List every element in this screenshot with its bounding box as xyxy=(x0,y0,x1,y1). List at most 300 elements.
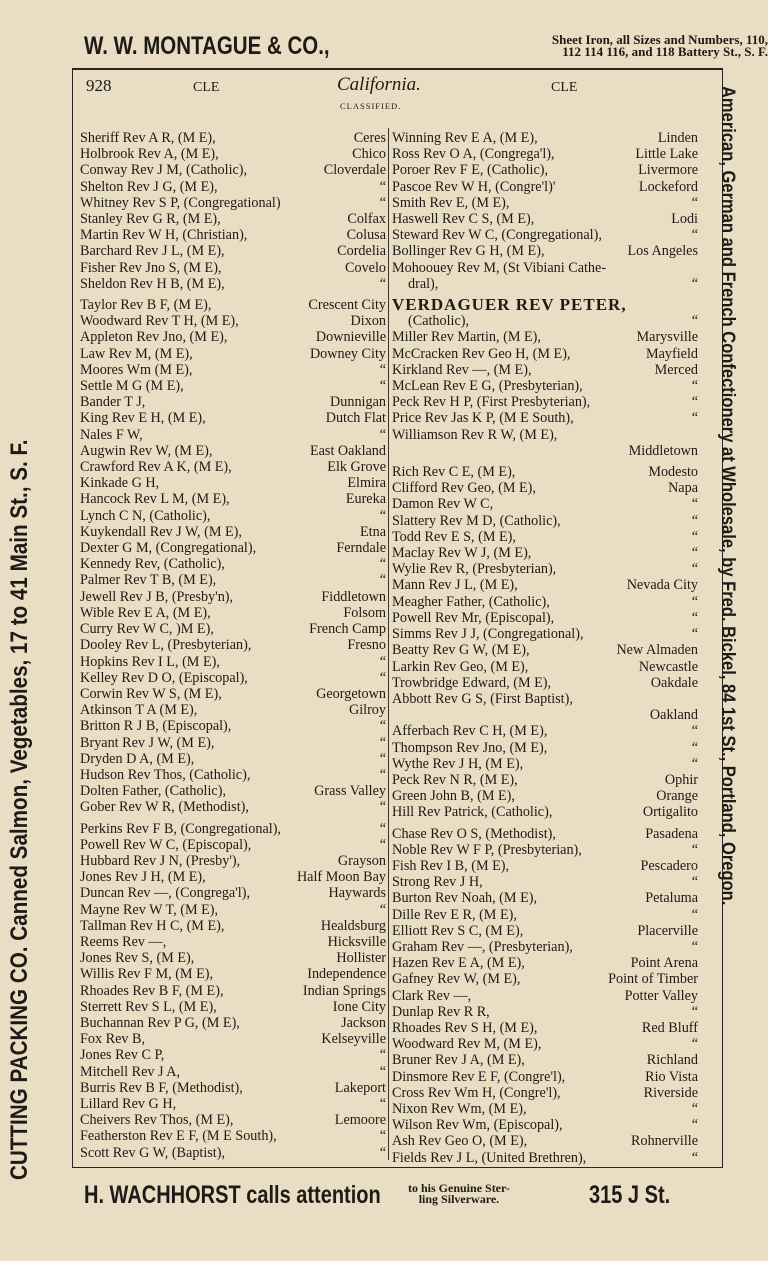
entry-line xyxy=(80,799,386,815)
entry-line xyxy=(80,885,386,901)
entry-line xyxy=(392,146,698,162)
directory-entry xyxy=(392,427,698,459)
entry-place: “ xyxy=(379,750,386,767)
entry-name: Lynch C N, (Catholic), xyxy=(80,507,211,524)
entry-name: Atkinson T A (M E), xyxy=(80,702,198,719)
entry-line xyxy=(80,362,386,378)
directory-entry xyxy=(80,605,386,621)
directory-entry xyxy=(392,756,698,772)
entry-name: Augwin Rev W, (M E), xyxy=(80,442,213,459)
entry-line xyxy=(80,410,386,426)
entry-name: Fox Rev B, xyxy=(80,1031,146,1048)
entry-line xyxy=(80,821,386,837)
entry-line xyxy=(80,902,386,918)
directory-entry xyxy=(392,1036,698,1052)
entry-line xyxy=(392,756,698,772)
entry-name: Burris Rev B F, (Methodist), xyxy=(80,1079,243,1096)
entry-line xyxy=(80,1112,386,1128)
entry-place: French Camp xyxy=(309,621,386,638)
entry-place: Pescadero xyxy=(640,857,698,874)
entry-line xyxy=(80,1096,386,1112)
entry-line xyxy=(392,1004,698,1020)
entry-name: Hudson Rev Thos, (Catholic), xyxy=(80,766,251,783)
entry-line xyxy=(80,162,386,178)
directory-entry xyxy=(80,491,386,507)
entry-place: “ xyxy=(379,378,386,395)
directory-entry xyxy=(392,691,698,723)
header-advertisement xyxy=(84,32,768,64)
directory-entry xyxy=(80,195,386,211)
entry-name: Dinsmore Rev E F, (Congre'l), xyxy=(392,1068,566,1085)
entry-name: Meagher Father, (Catholic), xyxy=(392,593,550,610)
entry-place: Ione City xyxy=(332,998,386,1015)
entry-place: Modesto xyxy=(648,464,698,481)
header-ad-line-2: 112 114 116, and 118 Battery St., S. F. xyxy=(562,44,768,59)
entry-name: Chase Rev O S, (Methodist), xyxy=(392,825,556,842)
entry-place: Oakdale xyxy=(650,674,698,691)
entry-name: Ash Rev Geo O, (M E), xyxy=(392,1133,528,1150)
entry-name: Corwin Rev W S, (M E), xyxy=(80,685,222,702)
entry-name: Kelley Rev D O, (Episcopal), xyxy=(80,669,248,686)
entry-line xyxy=(392,195,698,211)
entry-line xyxy=(392,723,698,739)
entry-name: Poroer Rev F E, (Catholic), xyxy=(392,162,549,179)
entry-name: McLean Rev E G, (Presbyterian), xyxy=(392,378,583,395)
entry-name: Scott Rev G W, (Baptist), xyxy=(80,1144,226,1161)
entry-name: Barchard Rev J L, (M E), xyxy=(80,243,225,260)
directory-entry xyxy=(80,837,386,853)
entry-name: Lillard Rev G H, xyxy=(80,1095,177,1112)
entry-line xyxy=(392,740,698,756)
entry-place: “ xyxy=(379,836,386,853)
entry-line xyxy=(392,939,698,955)
entry-line xyxy=(392,826,698,842)
directory-entry xyxy=(80,1096,386,1112)
entry-name: Bruner Rev J A, (M E), xyxy=(392,1052,525,1069)
entry-place: “ xyxy=(379,556,386,573)
entry-line xyxy=(80,1080,386,1096)
directory-entry xyxy=(80,751,386,767)
directory-entry xyxy=(80,179,386,195)
entry-name: Hopkins Rev I L, (M E), xyxy=(80,653,220,670)
entry-place: Hollister xyxy=(336,950,386,967)
entry-place: Gilroy xyxy=(348,702,386,719)
entry-line xyxy=(392,772,698,788)
entry-line xyxy=(392,1069,698,1085)
entry-line xyxy=(80,999,386,1015)
header-advertiser: W. W. MONTAGUE & CO., xyxy=(84,32,330,60)
entry-line xyxy=(392,329,698,345)
directory-entry xyxy=(392,480,698,496)
entry-name: Jones Rev C P, xyxy=(80,1047,165,1064)
directory-entry xyxy=(392,464,698,480)
column-divider xyxy=(388,128,389,1160)
entry-line xyxy=(80,459,386,475)
entry-name: Woodward Rev T H, (M E), xyxy=(80,313,239,330)
entry-name: Elliott Rev S C, (M E), xyxy=(392,922,524,939)
entry-place: Downieville xyxy=(315,329,386,346)
directory-entry xyxy=(80,211,386,227)
entry-name: Jones Rev J H, (M E), xyxy=(80,869,206,886)
directory-entry xyxy=(80,346,386,362)
entry-line xyxy=(392,907,698,923)
entry-place: Downey City xyxy=(309,345,386,362)
entry-line xyxy=(392,480,698,496)
entry-place: Folsom xyxy=(343,604,386,621)
directory-entry xyxy=(80,885,386,901)
directory-entry xyxy=(392,723,698,739)
directory-entry xyxy=(392,858,698,874)
directory-entry xyxy=(392,772,698,788)
entry-place: Livermore xyxy=(638,162,698,179)
entry-place: “ xyxy=(691,938,698,955)
directory-entry xyxy=(80,589,386,605)
entry-name: Winning Rev E A, (M E), xyxy=(392,130,538,146)
entry-place: “ xyxy=(691,1036,698,1053)
entry-name: Palmer Rev T B, (M E), xyxy=(80,572,217,589)
entry-name: Afferbach Rev C H, (M E), xyxy=(392,723,548,740)
entry-line xyxy=(392,211,698,227)
entry-name: McCracken Rev Geo H, (M E), xyxy=(392,345,571,362)
entry-line xyxy=(392,577,698,593)
directory-entry xyxy=(392,1020,698,1036)
directory-entry xyxy=(392,610,698,626)
entry-place: “ xyxy=(379,194,386,211)
entry-line xyxy=(80,869,386,885)
directory-entry xyxy=(392,394,698,410)
entry-line xyxy=(80,443,386,459)
entry-place: “ xyxy=(691,626,698,643)
entry-place: Lodi xyxy=(671,211,698,228)
entry-line xyxy=(392,464,698,480)
entry-place: Eureka xyxy=(345,491,386,508)
directory-entry xyxy=(80,427,386,443)
directory-entry xyxy=(80,146,386,162)
entry-place: “ xyxy=(379,1095,386,1112)
entry-line xyxy=(392,427,698,443)
entry-line xyxy=(80,605,386,621)
entry-name: VERDAGUER REV PETER, xyxy=(392,295,627,315)
directory-entry xyxy=(80,243,386,259)
entry-place: “ xyxy=(691,410,698,427)
entry-line xyxy=(80,637,386,653)
directory-entry xyxy=(80,654,386,670)
directory-entry xyxy=(80,227,386,243)
entry-name-continued xyxy=(392,707,408,723)
entry-place: “ xyxy=(379,1128,386,1145)
entry-place: Nevada City xyxy=(626,577,698,594)
entry-place: Dutch Flat xyxy=(325,410,386,427)
right-side-advertisement xyxy=(716,86,738,1166)
entry-place: Middletown xyxy=(628,442,698,459)
entry-place: Dixon xyxy=(350,313,386,330)
entry-place: “ xyxy=(691,906,698,923)
entry-name: Woodward Rev M, (M E), xyxy=(392,1036,542,1053)
entry-line xyxy=(392,410,698,426)
entry-place: East Oakland xyxy=(309,442,386,459)
entry-name: Damon Rev W C, xyxy=(392,496,494,513)
entry-name-continued: dral), xyxy=(408,275,439,292)
directory-entry xyxy=(392,675,698,691)
entry-name: Noble Rev W F P, (Presbyterian), xyxy=(392,841,582,858)
entry-place: “ xyxy=(379,820,386,837)
entry-place: “ xyxy=(379,426,386,443)
entry-line xyxy=(392,642,698,658)
entry-name: Dolten Father, (Catholic), xyxy=(80,783,226,800)
entry-place: Fiddletown xyxy=(321,588,386,605)
entry-line xyxy=(392,923,698,939)
entry-line xyxy=(80,751,386,767)
entry-place: Point of Timber xyxy=(608,971,698,988)
entry-name: Shelton Rev J G, (M E), xyxy=(80,178,218,195)
directory-entry xyxy=(80,1080,386,1096)
entry-name: Dunlap Rev R R, xyxy=(392,1003,490,1020)
entry-name: Hubbard Rev J N, (Presby'), xyxy=(80,852,241,869)
entry-name: Todd Rev E S, (M E), xyxy=(392,528,516,545)
entry-name: Jewell Rev J B, (Presby'n), xyxy=(80,588,234,605)
entry-line xyxy=(392,346,698,362)
entry-place: “ xyxy=(379,799,386,816)
directory-entry xyxy=(80,637,386,653)
entry-place: Marysville xyxy=(636,329,698,346)
entry-name: Rich Rev C E, (M E), xyxy=(392,464,516,481)
entry-line xyxy=(392,594,698,610)
directory-entry xyxy=(80,313,386,329)
entry-line xyxy=(80,227,386,243)
entry-line xyxy=(392,378,698,394)
entry-place: Linden xyxy=(657,130,698,146)
entry-place: “ xyxy=(691,593,698,610)
entry-line xyxy=(80,702,386,718)
entry-place: Independence xyxy=(307,966,386,983)
entry-continuation xyxy=(392,443,698,459)
entry-line xyxy=(80,654,386,670)
entry-place: Placerville xyxy=(637,922,698,939)
entry-line xyxy=(80,686,386,702)
entry-place: “ xyxy=(379,1047,386,1064)
directory-entry xyxy=(80,799,386,815)
entry-line xyxy=(392,179,698,195)
entry-name: Settle M G (M E), xyxy=(80,378,184,395)
entry-line xyxy=(80,589,386,605)
entry-name: Sheldon Rev H B, (M E), xyxy=(80,275,225,292)
entry-line xyxy=(80,276,386,292)
directory-entry xyxy=(80,735,386,751)
entry-name: Kinkade G H, xyxy=(80,475,160,492)
entry-line xyxy=(392,260,698,276)
directory-entry xyxy=(392,955,698,971)
entry-place: Cordelia xyxy=(337,243,386,260)
entry-line xyxy=(80,572,386,588)
directory-entry xyxy=(392,130,698,146)
entry-line xyxy=(392,162,698,178)
entry-name: Duncan Rev —, (Congrega'l), xyxy=(80,885,251,902)
directory-entry xyxy=(80,508,386,524)
directory-entry xyxy=(80,621,386,637)
entry-name: King Rev E H, (M E), xyxy=(80,410,206,427)
directory-entry xyxy=(392,923,698,939)
entry-name: Gafney Rev W, (M E), xyxy=(392,971,521,988)
entry-line xyxy=(392,227,698,243)
entry-name: Fish Rev I B, (M E), xyxy=(392,857,510,874)
entry-name: Mayne Rev W T, (M E), xyxy=(80,901,219,918)
entry-place: “ xyxy=(379,669,386,686)
entry-line xyxy=(392,858,698,874)
directory-entry xyxy=(80,329,386,345)
entry-place: Red Bluff xyxy=(641,1019,698,1036)
entry-name: Hill Rev Patrick, (Catholic), xyxy=(392,804,553,821)
entry-place: “ xyxy=(691,496,698,513)
directory-entry xyxy=(392,988,698,1004)
entry-line xyxy=(80,179,386,195)
entry-place: “ xyxy=(691,1100,698,1117)
entry-place: Napa xyxy=(668,480,698,497)
entry-place: “ xyxy=(379,1144,386,1161)
entry-line xyxy=(392,1085,698,1101)
footer-address: 315 J St. xyxy=(589,1181,671,1209)
entry-line xyxy=(80,491,386,507)
entry-line xyxy=(80,297,386,313)
entry-place: “ xyxy=(691,275,698,292)
entry-name: Burton Rev Noah, (M E), xyxy=(392,890,538,907)
entry-place: Kelseyville xyxy=(321,1031,386,1048)
right-guide-word: CLE xyxy=(551,80,578,95)
directory-entry xyxy=(80,902,386,918)
entry-line xyxy=(392,1052,698,1068)
entry-place: Healdsburg xyxy=(320,917,386,934)
entry-line xyxy=(80,211,386,227)
entry-name: Pascoe Rev W H, (Congre'l)' xyxy=(392,178,556,195)
entry-line xyxy=(392,1133,698,1149)
entry-place: Merced xyxy=(654,361,698,378)
entry-name: Slattery Rev M D, (Catholic), xyxy=(392,512,561,529)
directory-entry xyxy=(392,329,698,345)
entry-place: “ xyxy=(379,901,386,918)
entry-line xyxy=(392,842,698,858)
directory-entry xyxy=(392,211,698,227)
entry-place: Colfax xyxy=(347,211,386,228)
entry-name: Powell Rev Mr, (Episcopal), xyxy=(392,609,555,626)
entry-name: Simms Rev J J, (Congregational), xyxy=(392,626,584,643)
entry-name: Haswell Rev C S, (M E), xyxy=(392,211,535,228)
entry-name: Peck Rev H P, (First Presbyterian), xyxy=(392,394,591,411)
directory-entry xyxy=(80,443,386,459)
entry-place: Haywards xyxy=(328,885,386,902)
entry-line xyxy=(80,1047,386,1063)
directory-entry xyxy=(80,1145,386,1161)
entry-line xyxy=(80,427,386,443)
entry-place: Half Moon Bay xyxy=(296,869,386,886)
entry-name: Tallman Rev H C, (M E), xyxy=(80,917,225,934)
entry-name: Kirkland Rev —, (M E), xyxy=(392,361,532,378)
entry-name: Peck Rev N R, (M E), xyxy=(392,771,518,788)
entry-name: Cheivers Rev Thos, (M E), xyxy=(80,1112,234,1129)
entry-place: “ xyxy=(691,1149,698,1166)
left-guide-word: CLE xyxy=(193,80,220,95)
entry-place: Newcastle xyxy=(638,658,698,675)
footer-advertisement xyxy=(84,1181,704,1221)
entry-name: Mitchell Rev J A, xyxy=(80,1063,181,1080)
entry-line xyxy=(392,675,698,691)
entry-place: “ xyxy=(691,545,698,562)
directory-entry xyxy=(392,1101,698,1117)
entry-place: “ xyxy=(691,394,698,411)
entry-line xyxy=(80,556,386,572)
directory-entry xyxy=(392,842,698,858)
header-ad-text xyxy=(348,34,768,58)
directory-entry xyxy=(392,642,698,658)
footer-small-line-1: to his Genuine Ster- xyxy=(408,1181,510,1195)
directory-entry xyxy=(392,146,698,162)
entry-line xyxy=(80,934,386,950)
entry-line xyxy=(80,718,386,734)
entry-line xyxy=(80,1145,386,1161)
entry-name: Law Rev M, (M E), xyxy=(80,345,193,362)
entry-place: “ xyxy=(379,178,386,195)
directory-entry xyxy=(80,783,386,799)
entry-name: Rhoades Rev B F, (M E), xyxy=(80,982,224,999)
entry-place: Lockeford xyxy=(638,178,698,195)
directory-entry xyxy=(392,788,698,804)
entry-place: “ xyxy=(379,718,386,735)
directory-entry xyxy=(80,918,386,934)
footer-advertiser: H. WACHHORST calls attention xyxy=(84,1181,381,1209)
directory-entry xyxy=(80,966,386,982)
entry-place: Pasadena xyxy=(645,825,698,842)
entry-name: Green John B, (M E), xyxy=(392,788,515,805)
entry-place: “ xyxy=(379,653,386,670)
entry-name: Perkins Rev F B, (Congregational), xyxy=(80,820,281,837)
directory-entry xyxy=(80,394,386,410)
directory-entry xyxy=(80,362,386,378)
entry-name: Wylie Rev R, (Presbyterian), xyxy=(392,561,557,578)
entry-place: “ xyxy=(691,1117,698,1134)
entry-place: Orange xyxy=(656,788,698,805)
directory-entry xyxy=(80,999,386,1015)
entry-name: Gober Rev W R, (Methodist), xyxy=(80,799,249,816)
entry-continuation xyxy=(392,707,698,723)
entry-name: Sheriff Rev A R, (M E), xyxy=(80,130,216,146)
entry-place: Elmira xyxy=(347,475,386,492)
entry-name: Dille Rev E R, (M E), xyxy=(392,906,517,923)
entry-place: Ceres xyxy=(353,130,386,146)
entry-name: Abbott Rev G S, (First Baptist), xyxy=(392,690,573,707)
footer-small-text xyxy=(408,1183,510,1205)
directory-entry xyxy=(392,346,698,362)
entry-place: “ xyxy=(691,378,698,395)
entry-place: Riverside xyxy=(643,1084,698,1101)
entry-name: Maclay Rev W J, (M E), xyxy=(392,545,532,562)
entry-name: Mohoouey Rev M, (St Vibiani Cathe- xyxy=(392,259,607,276)
entry-continuation xyxy=(392,313,698,329)
page-subtitle: CLASSIFIED. xyxy=(340,101,402,111)
entry-line xyxy=(392,394,698,410)
directory-entry xyxy=(80,1128,386,1144)
entry-name: Holbrook Rev A, (M E), xyxy=(80,146,219,163)
directory-entry xyxy=(80,702,386,718)
entry-name: Nixon Rev Wm, (M E), xyxy=(392,1100,527,1117)
entry-name: Beatty Rev G W, (M E), xyxy=(392,642,530,659)
entry-place: New Almaden xyxy=(616,642,698,659)
entry-place: Petaluma xyxy=(645,890,698,907)
entry-line xyxy=(392,971,698,987)
right-side-ad-text: American, German and French Confectionery at Wholesale, by Fred. Bickel, 84 1st St., Portland, Oregon. xyxy=(717,86,738,906)
entry-place: Ortigalito xyxy=(642,804,698,821)
directory-entry xyxy=(80,1047,386,1063)
entry-name: Dexter G M, (Congregational), xyxy=(80,540,257,557)
entry-place: Dunnigan xyxy=(330,394,386,411)
entry-line xyxy=(80,329,386,345)
